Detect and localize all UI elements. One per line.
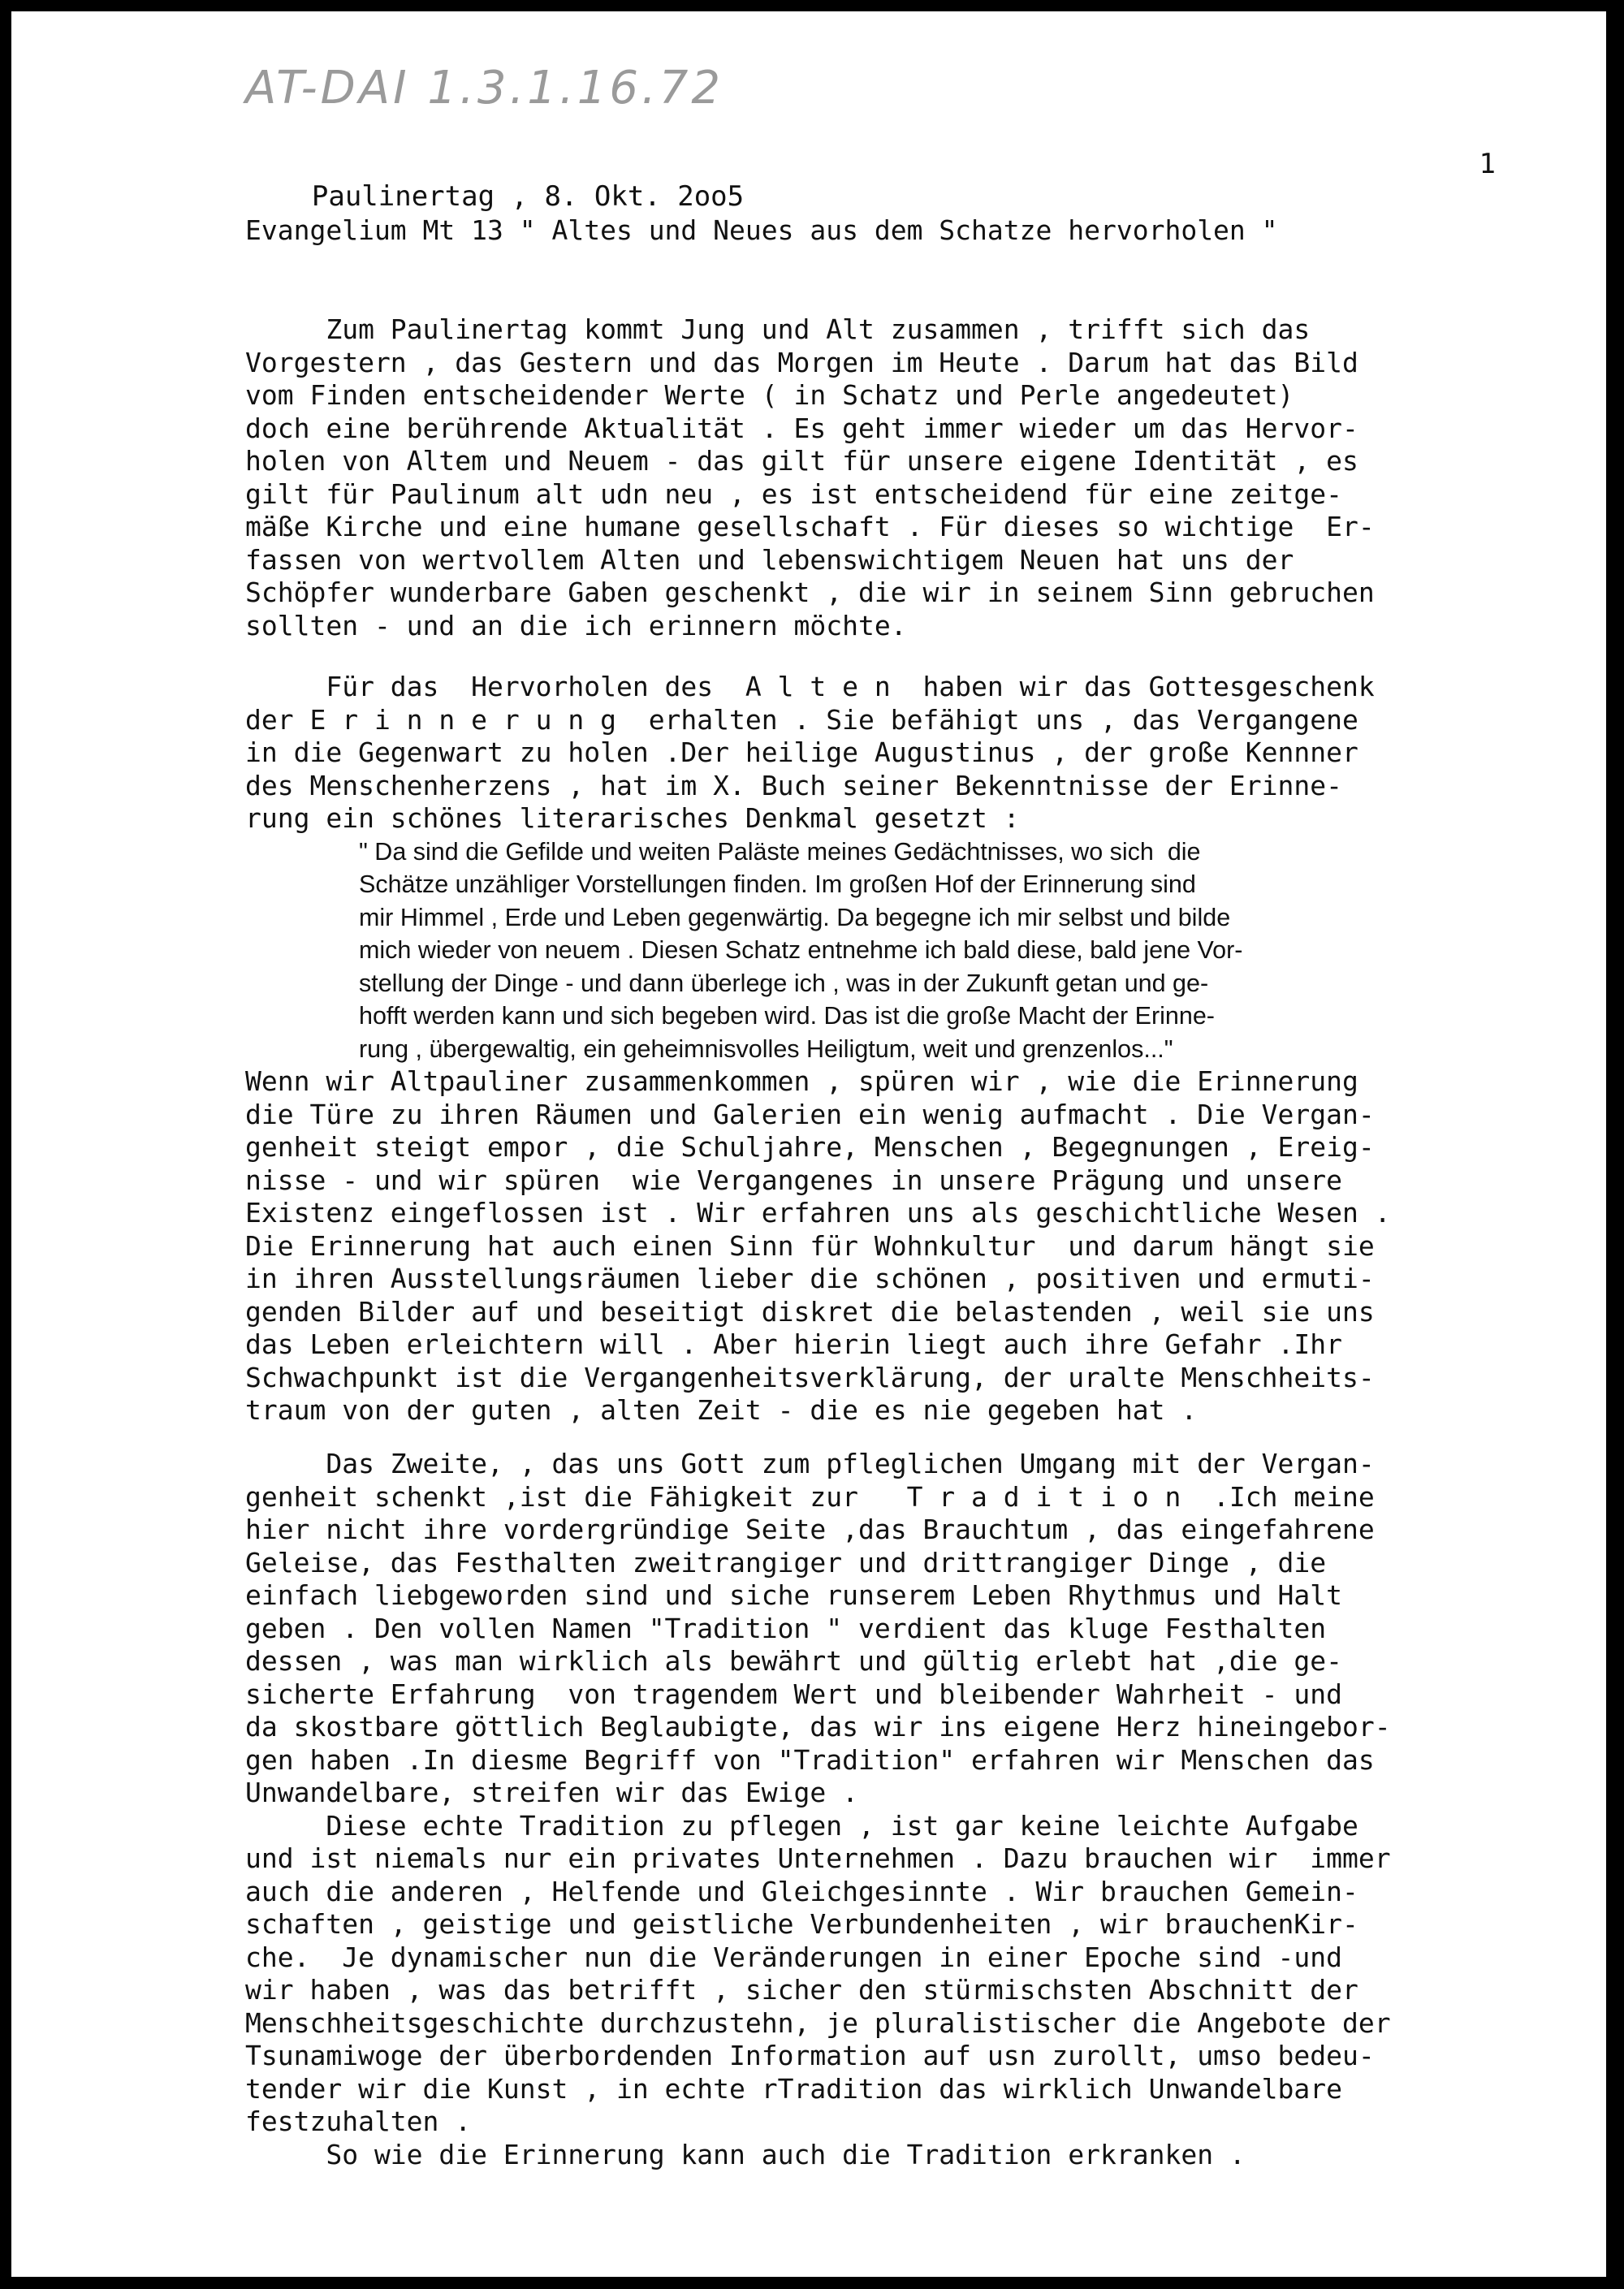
text-line: Menschheitsgeschichte durchzustehn, je pluralistischer die Angebote der (245, 2006, 1391, 2039)
quote-line: " Da sind die Gefilde und weiten Paläste meines Gedächtnisses, wo sich die (359, 837, 1201, 866)
quote-line: hofft werden kann und sich begeben wird. Das ist die große Macht der Erinne- (359, 1002, 1215, 1030)
text-line: hier nicht ihre vordergründige Seite ,das Brauchtum , das eingefahrene (245, 1514, 1375, 1545)
text-line: festzuhalten . (245, 2105, 472, 2137)
date-line: Paulinertag , 8. Okt. 2oo5 (311, 180, 745, 213)
text-line: So wie die Erinnerung kann auch die Tradition erkranken . (245, 2138, 1246, 2170)
text-line: fassen von wertvollem Alten und lebenswichtigem Neuen hat uns der (245, 543, 1294, 576)
text-line: wir haben , was das betrifft , sicher den stürmischsten Abschnitt der (245, 1974, 1358, 2006)
text-line: Zum Paulinertag kommt Jung und Alt zusammen , trifft sich das (245, 313, 1311, 345)
text-line: sollten - und an die ich erinnern möchte. (245, 609, 907, 641)
quote-line: mich wieder von neuem . Diesen Schatz entnehme ich bald diese, bald jene Vor- (359, 936, 1243, 964)
paragraph-tradition (245, 1448, 1606, 2171)
text-line: genden Bilder auf und beseitigt diskret die belastenden , weil sie uns (245, 1295, 1375, 1328)
augustinus-quote (359, 836, 1606, 1066)
text-line: Existenz eingeflossen ist . Wir erfahren uns als geschichtliche Wesen . (245, 1197, 1391, 1229)
text-line: in ihren Ausstellungsräumen lieber die schönen , positiven und ermuti- (245, 1263, 1375, 1294)
text-line: holen von Altem und Neuem - das gilt für unsere eigene Identität , es (245, 445, 1358, 477)
text-line: einfach liebgeworden sind und siche runserem Leben Rhythmus und Halt (245, 1579, 1343, 1611)
quote-line: stellung der Dinge - und dann überlege ich , was in der Zukunft getan und ge- (359, 969, 1209, 997)
text-line: Unwandelbare, streifen wir das Ewige . (245, 1777, 858, 1808)
page-number: 1 (1479, 148, 1496, 180)
text-line: genheit schenkt ,ist die Fähigkeit zur T r a d i t i o n .Ich meine (245, 1480, 1375, 1513)
text-line: genheit steigt empor , die Schuljahre, Menschen , Begegnungen , Ereig- (245, 1131, 1375, 1163)
text-line: Für das Hervorholen des A l t e n haben wir das Gottesgeschenk (245, 671, 1375, 702)
text-line: vom Finden entscheidender Werte ( in Schatz und Perle angedeutet) (245, 379, 1294, 411)
text-line: geben . Den vollen Namen "Tradition " verdient das kluge Festhalten (245, 1612, 1327, 1644)
text-line: Schöpfer wunderbare Gaben geschenkt , die wir in seinem Sinn gebruchen (245, 577, 1375, 608)
text-line: nisse - und wir spüren wie Vergangenes in unsere Prägung und unsere (245, 1164, 1343, 1196)
archive-signature: AT-DAI 1.3.1.16.72 (245, 62, 724, 114)
text-line: gen haben .In diesme Begriff von "Tradition" erfahren wir Menschen das (245, 1743, 1375, 1776)
gospel-reference: Evangelium Mt 13 " Altes und Neues aus dem Schatze hervorholen " (245, 214, 1278, 246)
text-line: auch die anderen , Helfende und Gleichgesinnte . Wir brauchen Gemein- (245, 1875, 1358, 1907)
text-line: Geleise, das Festhalten zweitrangiger und drittrangiger Dinge , die (245, 1546, 1327, 1579)
text-line: doch eine berührende Aktualität . Es geht immer wieder um das Hervor- (245, 412, 1358, 444)
text-line: Tsunamiwoge der überbordenden Information auf usn zurollt, umso bedeu- (245, 2040, 1375, 2071)
text-line: und ist niemals nur ein privates Unternehmen . Dazu brauchen wir immer (245, 1842, 1391, 1874)
document-page (11, 11, 1606, 2277)
text-line: traum von der guten , alten Zeit - die es nie gegeben hat . (245, 1394, 1198, 1426)
quote-line: mir Himmel , Erde und Leben gegenwärtig. Da begegne ich mir selbst und bilde (359, 903, 1231, 931)
text-line: Die Erinnerung hat auch einen Sinn für Wohnkultur und darum hängt sie (245, 1229, 1375, 1262)
text-line: das Leben erleichtern will . Aber hierin liegt auch ihre Gefahr .Ihr (245, 1328, 1343, 1360)
text-line: schaften , geistige und geistliche Verbundenheiten , wir brauchenKir- (245, 1908, 1358, 1940)
text-line: tender wir die Kunst , in echte rTradition das wirklich Unwandelbare (245, 2072, 1343, 2105)
quote-line: rung , übergewaltig, ein geheimnisvolles Heiligtum, weit und grenzenlos..." (359, 1034, 1173, 1063)
text-line: der E r i n n e r u n g erhalten . Sie befähigt uns , das Vergangene (245, 703, 1358, 736)
text-line: rung ein schönes literarisches Denkmal gesetzt : (245, 802, 1020, 834)
text-line: sicherte Erfahrung von tragendem Wert und bleibender Wahrheit - und (245, 1678, 1343, 1710)
header-date-line (245, 148, 1496, 278)
text-line: gilt für Paulinum alt udn neu , es ist entscheidend für eine zeitge- (245, 477, 1343, 510)
text-line: die Türe zu ihren Räumen und Galerien ein wenig aufmacht . Die Vergan- (245, 1098, 1375, 1130)
text-line: mäße Kirche und eine humane gesellschaft . Für dieses so wichtige Er- (245, 511, 1375, 542)
text-line: Wenn wir Altpauliner zusammenkommen , spüren wir , wie die Erinnerung (245, 1065, 1358, 1097)
text-line: che. Je dynamischer nun die Veränderungen in einer Epoche sind -und (245, 1941, 1343, 1973)
text-line: Das Zweite, , das uns Gott zum pfleglichen Umgang mit der Vergan- (245, 1448, 1375, 1479)
text-line: Schwachpunkt ist die Vergangenheitsverklärung, der uralte Menschheits- (245, 1361, 1375, 1393)
paragraph-erinnerung (245, 671, 1606, 1427)
paragraph-intro (245, 313, 1606, 642)
text-line: des Menschenherzens , hat im X. Buch seiner Bekenntnisse der Erinne- (245, 769, 1343, 801)
text-line: dessen , was man wirklich als bewährt und gültig erlebt hat ,die ge- (245, 1645, 1343, 1677)
text-line: Vorgestern , das Gestern und das Morgen im Heute . Darum hat das Bild (245, 346, 1358, 378)
text-line: da skostbare göttlich Beglaubigte, das wir ins eigene Herz hineingebor- (245, 1711, 1391, 1743)
text-line: Diese echte Tradition zu pflegen , ist gar keine leichte Aufgabe (245, 1809, 1358, 1842)
quote-line: Schätze unzähliger Vorstellungen finden. Im großen Hof der Erinnerung sind (359, 870, 1196, 898)
text-line: in die Gegenwart zu holen .Der heilige Augustinus , der große Kennner (245, 736, 1358, 768)
